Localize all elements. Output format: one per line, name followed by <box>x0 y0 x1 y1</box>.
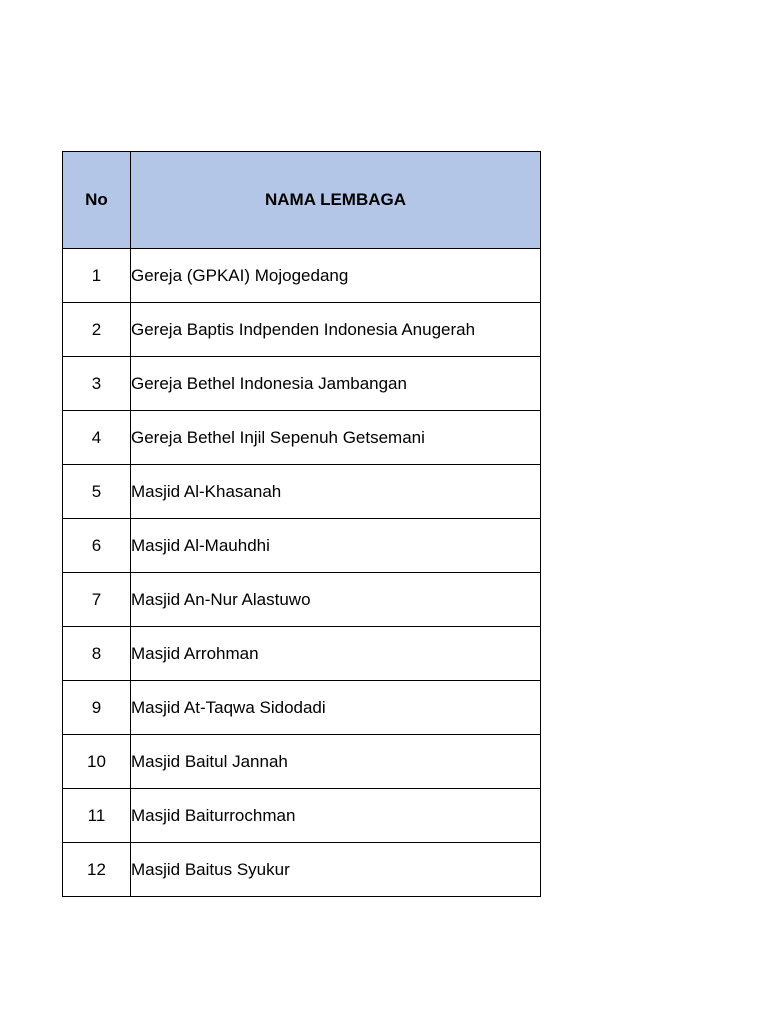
institution-name: Gereja Bethel Injil Sepenuh Getsemani <box>131 411 541 465</box>
row-number: 7 <box>63 573 131 627</box>
table-row <box>63 411 541 465</box>
header-nama-lembaga: NAMA LEMBAGA <box>131 152 541 249</box>
institution-name: Masjid Arrohman <box>131 627 541 681</box>
table-row <box>63 357 541 411</box>
table-row <box>63 249 541 303</box>
table-row <box>63 789 541 843</box>
row-number: 5 <box>63 465 131 519</box>
row-number: 12 <box>63 843 131 897</box>
institution-name: Masjid Baitus Syukur <box>131 843 541 897</box>
row-number: 1 <box>63 249 131 303</box>
table-header-row <box>63 152 541 249</box>
row-number: 2 <box>63 303 131 357</box>
table-row <box>63 627 541 681</box>
table-row <box>63 519 541 573</box>
row-number: 10 <box>63 735 131 789</box>
institution-name: Masjid Baitul Jannah <box>131 735 541 789</box>
table-row <box>63 735 541 789</box>
institution-name: Masjid Al-Mauhdhi <box>131 519 541 573</box>
table-row <box>63 681 541 735</box>
row-number: 9 <box>63 681 131 735</box>
table-row <box>63 465 541 519</box>
institution-name: Masjid Baiturrochman <box>131 789 541 843</box>
institution-name: Masjid An-Nur Alastuwo <box>131 573 541 627</box>
table-row <box>63 303 541 357</box>
institution-name: Masjid Al-Khasanah <box>131 465 541 519</box>
institution-name: Gereja Baptis Indpenden Indonesia Anugerah <box>131 303 541 357</box>
institution-name: Gereja (GPKAI) Mojogedang <box>131 249 541 303</box>
table-row <box>63 843 541 897</box>
document-page <box>62 151 540 897</box>
institution-name: Gereja Bethel Indonesia Jambangan <box>131 357 541 411</box>
table-row <box>63 573 541 627</box>
row-number: 8 <box>63 627 131 681</box>
institution-name: Masjid At-Taqwa Sidodadi <box>131 681 541 735</box>
header-no: No <box>63 152 131 249</box>
row-number: 4 <box>63 411 131 465</box>
row-number: 3 <box>63 357 131 411</box>
row-number: 11 <box>63 789 131 843</box>
row-number: 6 <box>63 519 131 573</box>
lembaga-table <box>62 151 541 897</box>
